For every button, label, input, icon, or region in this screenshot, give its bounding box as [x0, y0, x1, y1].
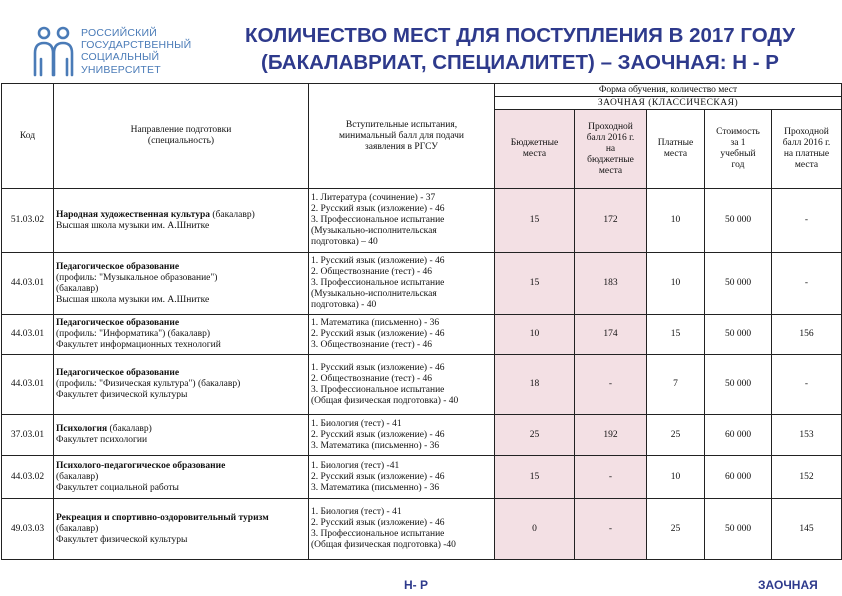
- cell-code: 44.03.01: [2, 355, 54, 415]
- cell-exams: [309, 456, 495, 499]
- cell-pass-score-budget: 174: [575, 315, 647, 355]
- cell-direction: [54, 315, 309, 355]
- direction-line: Высшая школа музыки им. А.Шнитке: [56, 220, 210, 231]
- direction-line: Факультет информационных технологий: [56, 340, 221, 350]
- exam-line: 3. Математика (письменно) - 36: [311, 482, 440, 493]
- exam-line: 2. Русский язык (изложение) - 46: [311, 518, 445, 528]
- direction-line: (бакалавр): [56, 471, 99, 482]
- header-zaochnaya: ЗАОЧНАЯ (КЛАССИЧЕСКАЯ): [495, 97, 842, 110]
- cell-budget-places: 10: [495, 315, 575, 355]
- direction-line: Психология (бакалавр): [56, 424, 152, 434]
- cell-budget-places: 0: [495, 499, 575, 560]
- cell-pass-score-budget: -: [575, 355, 647, 415]
- direction-line: (бакалавр): [56, 283, 99, 294]
- cell-budget-places: 25: [495, 415, 575, 456]
- exam-line: 1. Математика (письменно) - 36: [311, 318, 440, 328]
- header-code: Код: [2, 84, 54, 189]
- direction-line: (профиль: "Информатика") (бакалавр): [56, 329, 211, 339]
- exam-line: 3. Профессиональное испытание: [311, 278, 445, 288]
- cell-code: 49.03.03: [2, 499, 54, 560]
- logo-line: ГОСУДАРСТВЕННЫЙ: [81, 39, 192, 52]
- exam-line: 3. Профессиональное испытание: [311, 384, 445, 395]
- cell-pass-score-paid: -: [772, 189, 842, 253]
- logo-line: УНИВЕРСИТЕТ: [81, 63, 161, 76]
- cell-cost: 50 000: [705, 315, 772, 355]
- direction-line: Народная художественная культура (бакалавр): [56, 209, 255, 220]
- cell-exams: [309, 315, 495, 355]
- exam-line: (Общая физическая подготовка) -40: [311, 540, 456, 550]
- logo-line: СОЦИАЛЬНЫЙ: [81, 51, 160, 64]
- direction-line: Факультет физической культуры: [56, 390, 188, 400]
- direction-line: (профиль: "Физическая культура") (бакалавр): [56, 379, 241, 389]
- cell-code: 44.03.01: [2, 253, 54, 315]
- cell-paid-places: 10: [647, 189, 705, 253]
- direction-line: Факультет социальной работы: [56, 482, 179, 493]
- cell-code: 51.03.02: [2, 189, 54, 253]
- exam-line: 1. Биология (тест) - 41: [311, 507, 402, 517]
- exam-line: 3. Обществознание (тест) - 46: [311, 340, 433, 350]
- header-pass-score-budget: Проходной балл 2016 г. на бюджетные места: [575, 110, 647, 189]
- cell-code: 37.03.01: [2, 415, 54, 456]
- page-title: [200, 22, 840, 76]
- cell-cost: 50 000: [705, 499, 772, 560]
- direction-line: (бакалавр): [56, 523, 99, 534]
- exam-line: 2. Обществознание (тест) - 46: [311, 267, 433, 277]
- cell-code: 44.03.01: [2, 315, 54, 355]
- direction-line: Психолого-педагогическое образование: [56, 460, 226, 471]
- cell-budget-places: 18: [495, 355, 575, 415]
- cell-exams: [309, 253, 495, 315]
- cell-budget-places: 15: [495, 253, 575, 315]
- table-row: [2, 315, 842, 355]
- cell-pass-score-budget: -: [575, 456, 647, 499]
- footer-range-label: Н- Р: [404, 578, 428, 592]
- table-row: [2, 189, 842, 253]
- cell-pass-score-paid: 152: [772, 456, 842, 499]
- cell-direction: [54, 499, 309, 560]
- page-header: [0, 0, 842, 82]
- direction-line: Факультет физической культуры: [56, 534, 188, 545]
- header-budget-places: Бюджетные места: [495, 110, 575, 189]
- header-pass-score-paid: Проходной балл 2016 г. на платные места: [772, 110, 842, 189]
- exam-line: 3. Профессиональное испытание: [311, 215, 445, 225]
- direction-line: Высшая школа музыки им. А.Шнитке: [56, 294, 210, 305]
- cell-paid-places: 25: [647, 499, 705, 560]
- direction-line: Факультет психологии: [56, 435, 148, 445]
- cell-exams: [309, 189, 495, 253]
- cell-pass-score-paid: 153: [772, 415, 842, 456]
- table-row: [2, 415, 842, 456]
- direction-line: Педагогическое образование: [56, 368, 180, 378]
- people-logo-icon: [32, 25, 76, 77]
- cell-direction: [54, 253, 309, 315]
- cell-pass-score-paid: -: [772, 253, 842, 315]
- exam-line: подготовка) – 40: [311, 237, 378, 247]
- header-paid-places: Платные места: [647, 110, 705, 189]
- cell-budget-places: 15: [495, 189, 575, 253]
- cell-paid-places: 25: [647, 415, 705, 456]
- cell-paid-places: 10: [647, 456, 705, 499]
- cell-direction: [54, 189, 309, 253]
- exam-line: 2. Русский язык (изложение) - 46: [311, 204, 445, 214]
- cell-cost: 50 000: [705, 189, 772, 253]
- exam-line: 1. Русский язык (изложение) - 46: [311, 256, 445, 266]
- university-logo: [32, 25, 207, 77]
- cell-pass-score-budget: 183: [575, 253, 647, 315]
- table-row: [2, 499, 842, 560]
- table-row: [2, 355, 842, 415]
- cell-direction: [54, 415, 309, 456]
- cell-direction: [54, 456, 309, 499]
- cell-exams: [309, 499, 495, 560]
- header-cost: Стоимость за 1 учебный год: [705, 110, 772, 189]
- cell-cost: 50 000: [705, 355, 772, 415]
- header-exams: Вступительные испытания, минимальный балл для подачи заявления в РГСУ: [309, 84, 495, 189]
- footer-form-label: ЗАОЧНАЯ: [758, 578, 818, 592]
- cell-cost: 50 000: [705, 253, 772, 315]
- direction-line: Педагогическое образование: [56, 261, 180, 272]
- cell-code: 44.03.02: [2, 456, 54, 499]
- logo-line: РОССИЙСКИЙ: [81, 27, 157, 39]
- admission-table: [1, 83, 842, 560]
- header-direction: Направление подготовки (специальность): [54, 84, 309, 189]
- direction-line: Рекреация и спортивно-оздоровительный туризм: [56, 512, 269, 523]
- exam-line: 2. Русский язык (изложение) - 46: [311, 329, 445, 339]
- cell-cost: 60 000: [705, 415, 772, 456]
- cell-paid-places: 15: [647, 315, 705, 355]
- cell-direction: [54, 355, 309, 415]
- exam-line: 1. Биология (тест) -41: [311, 460, 400, 471]
- exam-line: 3. Профессиональное испытание: [311, 529, 445, 539]
- header-form-of-study: Форма обучения, количество мест: [495, 84, 842, 97]
- cell-exams: [309, 415, 495, 456]
- table-row: [2, 253, 842, 315]
- exam-line: 1. Русский язык (изложение) - 46: [311, 362, 445, 373]
- exam-line: 2. Русский язык (изложение) - 46: [311, 429, 445, 440]
- title-line-1: КОЛИЧЕСТВО МЕСТ ДЛЯ ПОСТУПЛЕНИЯ В 2017 ГОДУ: [244, 24, 796, 47]
- cell-pass-score-paid: 145: [772, 499, 842, 560]
- exam-line: (Музыкально-исполнительская: [311, 289, 437, 299]
- cell-cost: 60 000: [705, 456, 772, 499]
- title-line-2: (БАКАЛАВРИАТ, СПЕЦИАЛИТЕТ) – ЗАОЧНАЯ: Н - Р: [261, 51, 779, 74]
- exam-line: 1. Литература (сочинение) - 37: [311, 193, 436, 203]
- cell-exams: [309, 355, 495, 415]
- table-row: [2, 456, 842, 499]
- cell-budget-places: 15: [495, 456, 575, 499]
- cell-paid-places: 7: [647, 355, 705, 415]
- exam-line: 2. Русский язык (изложение) - 46: [311, 471, 445, 482]
- cell-pass-score-paid: 156: [772, 315, 842, 355]
- exam-line: (Музыкально-исполнительская: [311, 226, 437, 236]
- exam-line: 2. Обществознание (тест) - 46: [311, 373, 433, 384]
- cell-paid-places: 10: [647, 253, 705, 315]
- cell-pass-score-paid: -: [772, 355, 842, 415]
- exam-line: 1. Биология (тест) - 41: [311, 418, 402, 429]
- exam-line: (Общая физическая подготовка) - 40: [311, 395, 459, 406]
- cell-pass-score-budget: -: [575, 499, 647, 560]
- exam-line: 3. Математика (письменно) - 36: [311, 440, 440, 451]
- table-body: [2, 189, 842, 560]
- exam-line: подготовка) - 40: [311, 300, 377, 310]
- cell-pass-score-budget: 172: [575, 189, 647, 253]
- cell-pass-score-budget: 192: [575, 415, 647, 456]
- direction-line: (профиль: "Музыкальное образование"): [56, 272, 218, 283]
- direction-line: Педагогическое образование: [56, 318, 180, 328]
